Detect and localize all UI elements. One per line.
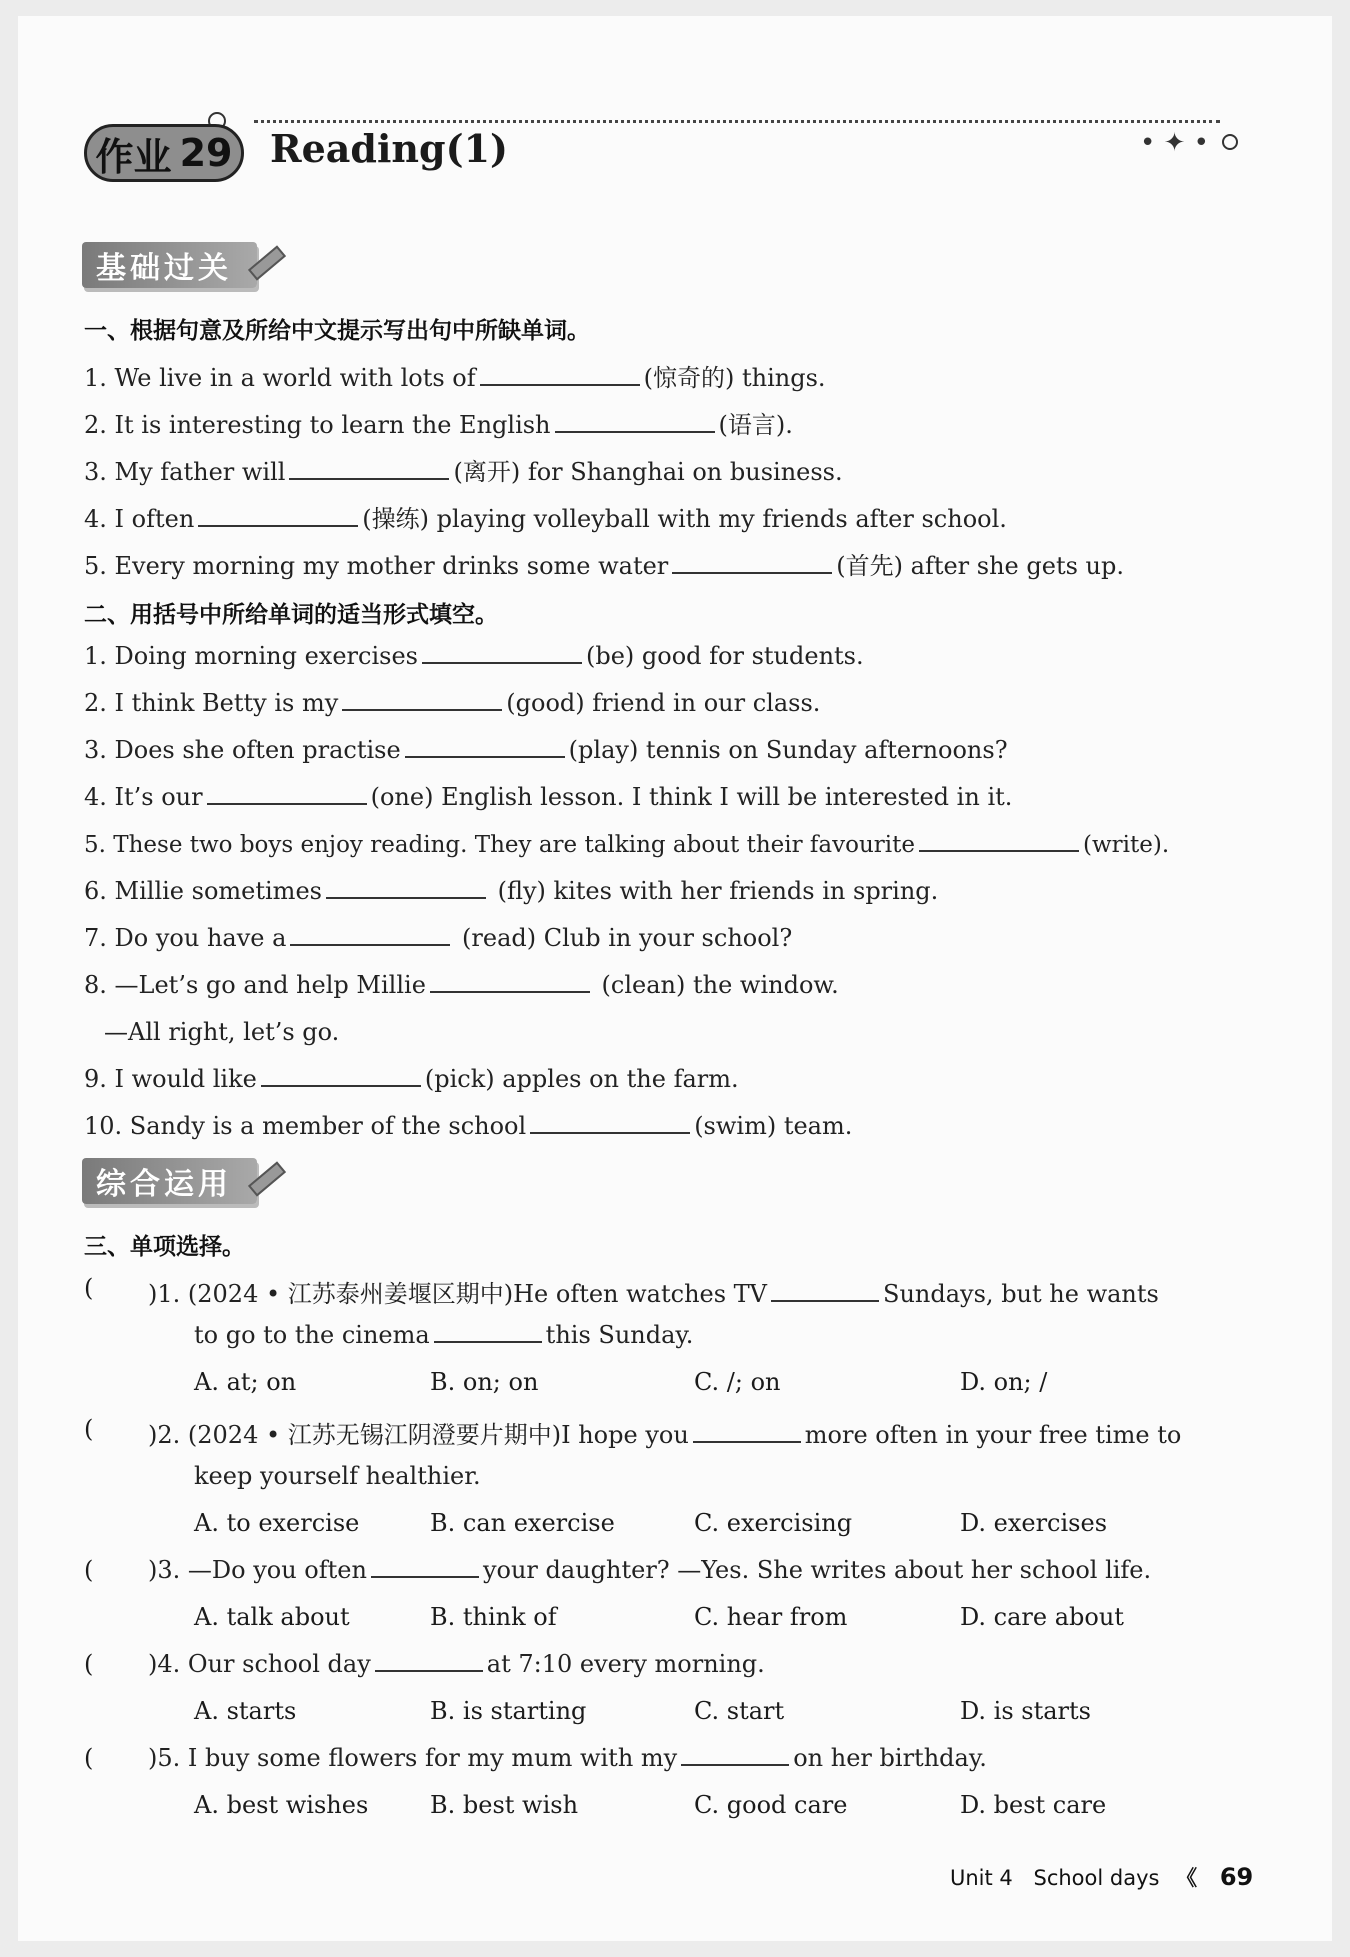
section-badge-basic [82, 242, 257, 288]
answer-paren[interactable]: ( [84, 1274, 94, 1302]
answer-paren[interactable]: ( [84, 1415, 94, 1443]
answer-blank[interactable] [371, 1556, 479, 1578]
chevron-left-icon: 《 [1176, 1866, 1198, 1890]
q3-option-b[interactable]: B. think of [430, 1603, 557, 1631]
answer-blank[interactable] [375, 1650, 483, 1672]
section-badge-integrated [82, 1158, 257, 1204]
answer-blank[interactable] [207, 783, 367, 805]
part2-item-10: 10. Sandy is a member of the school (swim) team. [84, 1112, 853, 1140]
part2-item-7: 7. Do you have a (read) Club in your school? [84, 924, 793, 952]
answer-blank[interactable] [422, 642, 582, 664]
q5-option-d[interactable]: D. best care [960, 1791, 1107, 1819]
q1-option-c[interactable]: C. /; on [694, 1368, 781, 1396]
part2-item-3: 3. Does she often practise (play) tennis on Sunday afternoons? [84, 736, 1008, 764]
answer-blank[interactable] [289, 458, 449, 480]
section-label: 基础过关 [96, 251, 232, 286]
q2-option-d[interactable]: D. exercises [960, 1509, 1108, 1537]
part2-item-4: 4. It’s our (one) English lesson. I think I will be interested in it. [84, 783, 1013, 811]
answer-paren[interactable]: ( [84, 1650, 94, 1678]
q2-stem-line2: keep yourself healthier. [194, 1462, 481, 1490]
q5-option-a[interactable]: A. best wishes [194, 1791, 369, 1819]
page-number: 69 [1219, 1863, 1254, 1891]
answer-blank[interactable] [555, 411, 715, 433]
sparkle-icon: • ✦ • [1140, 128, 1209, 158]
answer-blank[interactable] [261, 1065, 421, 1087]
q3-option-c[interactable]: C. hear from [694, 1603, 848, 1631]
part2-item-1: 1. Doing morning exercises (be) good for students. [84, 642, 864, 670]
footer-unit: Unit 4 [950, 1866, 1013, 1890]
footer-title: School days [1033, 1866, 1160, 1890]
answer-blank[interactable] [771, 1280, 879, 1302]
answer-blank[interactable] [326, 877, 486, 899]
part2-item-6: 6. Millie sometimes (fly) kites with her friends in spring. [84, 877, 939, 905]
part2-item-8-reply: —All right, let’s go. [104, 1018, 340, 1046]
answer-blank[interactable] [693, 1421, 801, 1443]
part1-item-4: 4. I often (操练) playing volleyball with my friends after school. [84, 505, 1007, 533]
header-dotted-line [254, 120, 1220, 123]
answer-blank[interactable] [530, 1112, 690, 1134]
part2-heading: 二、用括号中所给单词的适当形式填空。 [84, 602, 498, 628]
badge-prefix: 作业 [95, 134, 172, 179]
q2-option-b[interactable]: B. can exercise [430, 1509, 615, 1537]
part1-item-3: 3. My father will (离开) for Shanghai on business. [84, 458, 843, 486]
answer-blank[interactable] [434, 1321, 542, 1343]
answer-blank[interactable] [342, 689, 502, 711]
q5-stem: )5. I buy some flowers for my mum with my on her birthday. [148, 1744, 987, 1772]
q4-stem: )4. Our school day at 7:10 every morning. [148, 1650, 765, 1678]
answer-blank[interactable] [290, 924, 450, 946]
answer-blank[interactable] [198, 505, 358, 527]
answer-paren[interactable]: ( [84, 1556, 94, 1584]
page-title: Reading(1) [270, 126, 508, 171]
q3-option-d[interactable]: D. care about [960, 1603, 1124, 1631]
q3-option-a[interactable]: A. talk about [194, 1603, 350, 1631]
q4-option-c[interactable]: C. start [694, 1697, 785, 1725]
page-footer [950, 1862, 1253, 1892]
section-label: 综合运用 [96, 1167, 232, 1202]
q2-option-c[interactable]: C. exercising [694, 1509, 853, 1537]
q5-option-c[interactable]: C. good care [694, 1791, 848, 1819]
part2-item-9: 9. I would like (pick) apples on the farm. [84, 1065, 739, 1093]
homework-badge [84, 124, 244, 182]
q1-option-b[interactable]: B. on; on [430, 1368, 539, 1396]
part1-heading: 一、根据句意及所给中文提示写出句中所缺单词。 [84, 318, 590, 344]
q4-option-d[interactable]: D. is starts [960, 1697, 1091, 1725]
part3-heading: 三、单项选择。 [84, 1234, 245, 1260]
answer-blank[interactable] [405, 736, 565, 758]
q4-option-b[interactable]: B. is starting [430, 1697, 587, 1725]
q5-option-b[interactable]: B. best wish [430, 1791, 579, 1819]
part1-item-1: 1. We live in a world with lots of (惊奇的) things. [84, 364, 826, 392]
answer-blank[interactable] [681, 1744, 789, 1766]
q1-option-a[interactable]: A. at; on [194, 1368, 297, 1396]
q3-stem: )3. —Do you often your daughter? —Yes. She writes about her school life. [148, 1556, 1152, 1584]
answer-blank[interactable] [672, 552, 832, 574]
part2-item-8: 8. —Let’s go and help Millie (clean) the window. [84, 971, 839, 999]
part2-item-2: 2. I think Betty is my (good) friend in our class. [84, 689, 821, 717]
q1-option-d[interactable]: D. on; / [960, 1368, 1048, 1396]
q2-option-a[interactable]: A. to exercise [194, 1509, 360, 1537]
answer-blank[interactable] [430, 971, 590, 993]
q1-stem: )1. (2024 • 江苏泰州姜堰区期中)He often watches TV Sundays, but he wants [148, 1280, 1159, 1308]
part2-item-5: 5. These two boys enjoy reading. They are talking about their favourite (write). [84, 832, 1170, 858]
q2-stem: )2. (2024 • 江苏无锡江阴澄要片期中)I hope you more often in your free time to [148, 1421, 1182, 1449]
answer-paren[interactable]: ( [84, 1744, 94, 1772]
q4-option-a[interactable]: A. starts [194, 1697, 297, 1725]
header-ring-end-icon [1222, 134, 1238, 150]
badge-number: 29 [179, 131, 233, 175]
part1-item-5: 5. Every morning my mother drinks some water (首先) after she gets up. [84, 552, 1124, 580]
answer-blank[interactable] [480, 364, 640, 386]
q1-stem-line2: to go to the cinema this Sunday. [194, 1321, 694, 1349]
part1-item-2: 2. It is interesting to learn the English (语言). [84, 411, 793, 439]
answer-blank[interactable] [919, 830, 1079, 852]
